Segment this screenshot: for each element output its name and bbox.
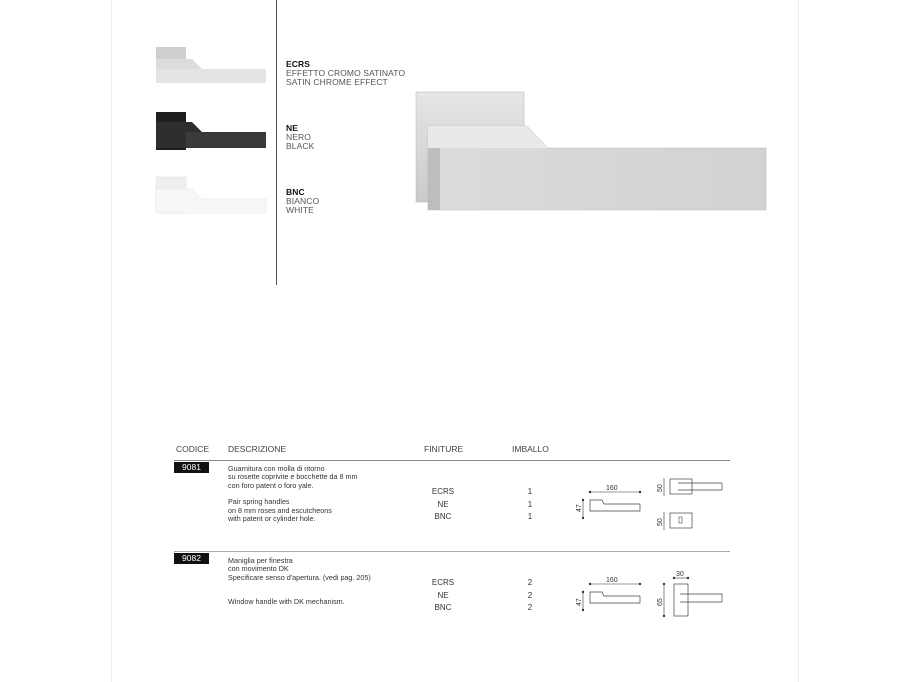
svg-text:160: 160 xyxy=(606,485,618,492)
product-code-9081: 9081 xyxy=(174,462,209,473)
finish-italian: EFFETTO CROMO SATINATO xyxy=(286,68,406,78)
row-rule xyxy=(174,551,730,552)
packaging-9081: 1 1 1 xyxy=(527,487,533,521)
svg-text:160: 160 xyxy=(606,577,618,584)
svg-text:47: 47 xyxy=(576,598,583,606)
finish-english: WHITE xyxy=(286,205,314,215)
header-finishes: FINITURE xyxy=(424,444,464,454)
product-code-9082: 9082 xyxy=(174,553,209,564)
finish-ne xyxy=(286,124,314,151)
handle-product-photo xyxy=(412,90,772,215)
header-packaging: IMBALLO xyxy=(512,444,549,454)
dimension-drawing-9082 xyxy=(574,568,734,625)
finish-bnc xyxy=(286,188,319,215)
header-rule xyxy=(174,460,730,461)
svg-text:50: 50 xyxy=(657,484,664,492)
divider-line xyxy=(276,0,277,285)
description-9082: Maniglia per finestra con movimento DK Specificare senso d'apertura. (vedi pag. 205) Window handle with DK mechanism. xyxy=(228,556,371,607)
finish-italian: BIANCO xyxy=(286,196,320,206)
handle-thumbnail-bnc xyxy=(152,175,270,219)
finish-italian: NERO xyxy=(286,132,311,142)
finishes-9082: ECRS NE BNC xyxy=(431,578,455,612)
dimension-drawing-9081 xyxy=(574,478,734,541)
finishes-9081: ECRS NE BNC xyxy=(431,487,455,521)
finish-ecrs xyxy=(286,60,405,87)
description-9081: Guarnitura con molla di ritorno su rosette coprivite e bocchette da 8 mm con foro patent o foro yale. Pair spring handles on 8 mm roses and escutcheons with patent or cylinder hole. xyxy=(228,464,358,524)
svg-text:50: 50 xyxy=(657,518,664,526)
finish-code: BNC xyxy=(286,187,305,197)
finish-english: SATIN CHROME EFFECT xyxy=(286,77,388,87)
finish-code: ECRS xyxy=(286,59,311,69)
header-code: CODICE xyxy=(176,444,210,454)
handle-thumbnail-ne xyxy=(152,110,270,154)
header-description: DESCRIZIONE xyxy=(228,444,287,454)
finish-code: NE xyxy=(286,123,299,133)
svg-text:47: 47 xyxy=(576,504,583,512)
packaging-9082: 2 2 2 xyxy=(527,578,533,612)
finish-english: BLACK xyxy=(286,141,315,151)
handle-thumbnail-ecrs xyxy=(152,45,270,89)
svg-text:30: 30 xyxy=(676,571,684,578)
svg-text:65: 65 xyxy=(657,598,664,606)
